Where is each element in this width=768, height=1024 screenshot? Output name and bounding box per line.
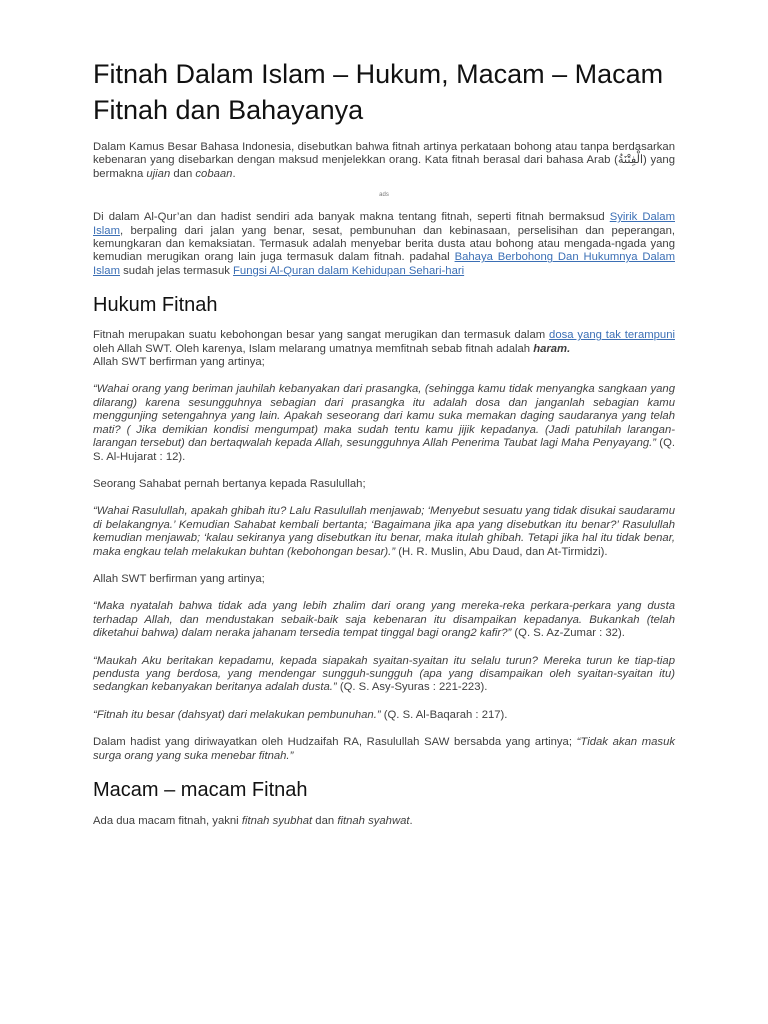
quote-al-baqarah bbox=[93, 709, 675, 722]
link-fungsi-al-quran[interactable]: Fungsi Al-Quran dalam Kehidupan Sehari-hari bbox=[233, 264, 465, 277]
link-dosa-tak-terampuni[interactable]: dosa yang tak terampuni bbox=[549, 329, 675, 342]
intro-text: Dalam Kamus Besar Bahasa Indonesia, disebutkan bahwa fitnah artinya perkataan bohong atau tanpa berdasarkan kebenaran yang disebarkan dengan maksud menjelekkan orang. Kata fitnah berasal dari bahasa Arab (الْفِتْنَةُ) yang bermakna bbox=[93, 141, 675, 180]
link-syirik-dalam-islam[interactable]: Syirik Dalam Islam bbox=[93, 211, 675, 237]
paragraph-text: Di dalam Al-Qur’an dan hadist sendiri ada banyak makna tentang fitnah, seperti fitnah bermaksud bbox=[93, 211, 610, 224]
ads-label: ads bbox=[379, 192, 389, 199]
quote-reference: (Q. S. Az-Zumar : 32). bbox=[511, 627, 625, 640]
paragraph-text: sudah jelas termasuk bbox=[120, 264, 234, 277]
macam-paragraph bbox=[93, 815, 675, 828]
emphasis-fitnah-syahwat: fitnah syahwat bbox=[337, 815, 410, 827]
link-bahaya-berbohong[interactable]: Bahaya Berbohong Dan Hukumnya Dalam Islam bbox=[93, 251, 675, 277]
paragraph-text: . bbox=[409, 815, 413, 827]
paragraph-text: , berpaling dari jalan yang benar, sesat, pembunuhan dan kebinasaan, perselisihan dan peperangan, kemungkaran dan kemaksiatan. Termasuk adalah menyebar berita dusta atau bohong atau mengada-ngada yang kemudian merugikan orang lain juga termasuk dalam fitnah. padahal bbox=[93, 224, 675, 264]
intro-end: . bbox=[232, 167, 236, 180]
intro-paragraph bbox=[93, 141, 675, 181]
quote-text: “Wahai orang yang beriman jauhilah kebanyakan dari prasangka, (sehingga kamu tidak menyangka sangkaan yang dilarang) karena sesungguhnya sebagian dari prasangka itu adalah dosa dan janganlah sebagian kamu menggunjing setengahnya yang lain. Apakah seseorang dari kamu suka memakan daging saudaranya yang telah mati? ( Jika demikian kondisi mengumpat) maka sudah tentu kamu jijik kepadanya. (Jadi patuhilah larangan-larangan tersebut) dan bertaqwalah kepada Allah, sesungguhnya Allah Penerima Taubat lagi Maha Penyayang.” bbox=[93, 383, 675, 450]
intro-connector: dan bbox=[170, 167, 196, 180]
quote-asy-syuras bbox=[93, 655, 675, 695]
quote-text: “Tidak akan masuk surga orang yang suka menebar fitnah.” bbox=[93, 736, 675, 762]
page-title: Fitnah Dalam Islam – Hukum, Macam – Macam Fitnah dan Bahayanya bbox=[93, 59, 664, 125]
hukum-paragraph bbox=[93, 329, 675, 369]
paragraph-text: Allah SWT berfirman yang artinya; bbox=[93, 356, 265, 369]
quote-text: “Maka nyatalah bahwa tidak ada yang lebih zhalim dari orang yang mereka-reka perkara-perkara yang dusta terhadap Allah, dan mendustakan sebaik-baik saja kebenaran itu disampaikan kepadanya. Bukankah (telah diketahui bahwa) dalam neraka jahanam tersedia tempat tinggal bagi orang2 kafir?” bbox=[93, 600, 675, 640]
quote-reference: (H. R. Muslin, Abu Daud, dan At-Tirmidzi). bbox=[395, 545, 608, 558]
paragraph-text: Fitnah merupakan suatu kebohongan besar yang sangat merugikan dan termasuk dalam bbox=[93, 329, 550, 342]
quote-az-zumar bbox=[93, 600, 675, 640]
firman-paragraph: Allah SWT berfirman yang artinya; bbox=[93, 572, 265, 585]
sahabat-paragraph: Seorang Sahabat pernah bertanya kepada Rasulullah; bbox=[93, 477, 366, 490]
quote-text: “Maukah Aku beritakan kepadamu, kepada siapakah syaitan-syaitan itu selalu turun? Mereka turun ke tiap-tiap pendusta yang berdosa, yang mendengar sungguh-sungguh (apa yang disampaikan oleh syaitan-syaitan itu) sedangkan kebanyakan beritanya adalah dusta.” bbox=[93, 654, 675, 694]
quote-reference: (Q. S. Al-Baqarah : 217). bbox=[380, 708, 508, 721]
section-heading-macam-fitnah: Macam – macam Fitnah bbox=[93, 779, 308, 801]
makna-fitnah-paragraph bbox=[93, 211, 675, 278]
haram-emphasis: haram. bbox=[533, 342, 571, 355]
quote-reference: (Q. S. Asy-Syuras : 221-223). bbox=[336, 681, 488, 694]
paragraph-text: Ada dua macam fitnah, yakni bbox=[93, 815, 242, 827]
hadist-paragraph bbox=[93, 736, 675, 763]
quote-text: “Wahai Rasulullah, apakah ghibah itu? Lalu Rasulullah menjawab; ‘Menyebut sesuatu yang tidak disukai saudaramu di belakangnya.’ Kemudian Sahabat kembali bertanta; ‘Bagaimana jika apa yang disebutkan itu benar?’ Rasulullah kemudian menjawab; ‘kalau sekiranya yang disebutkan itu benar, maka itulah ghibah. Tetapi jika hal itu tidak benar, maka engkau telah melakukan buhtan (kebohongan besar).” bbox=[93, 505, 675, 558]
quote-ghibah bbox=[93, 505, 675, 559]
section-heading-hukum-fitnah: Hukum Fitnah bbox=[93, 294, 218, 317]
paragraph-text: dan bbox=[312, 815, 338, 827]
intro-emphasis-ujian: ujian bbox=[146, 167, 171, 180]
intro-emphasis-cobaan: cobaan bbox=[195, 167, 233, 180]
quote-al-hujarat bbox=[93, 383, 675, 463]
quote-text: “Fitnah itu besar (dahsyat) dari melakukan pembunuhan.” bbox=[93, 708, 381, 721]
paragraph-text: Dalam hadist yang diriwayatkan oleh Hudzaifah RA, Rasulullah SAW bersabda yang artinya; bbox=[93, 736, 577, 749]
article bbox=[93, 0, 675, 828]
emphasis-fitnah-syubhat: fitnah syubhat bbox=[241, 815, 313, 827]
quote-reference: (Q. S. Al-Hujarat : 12). bbox=[93, 437, 675, 463]
paragraph-text: oleh Allah SWT. Oleh karenya, Islam melarang umatnya memfitnah sebab fitnah adalah bbox=[93, 342, 534, 355]
